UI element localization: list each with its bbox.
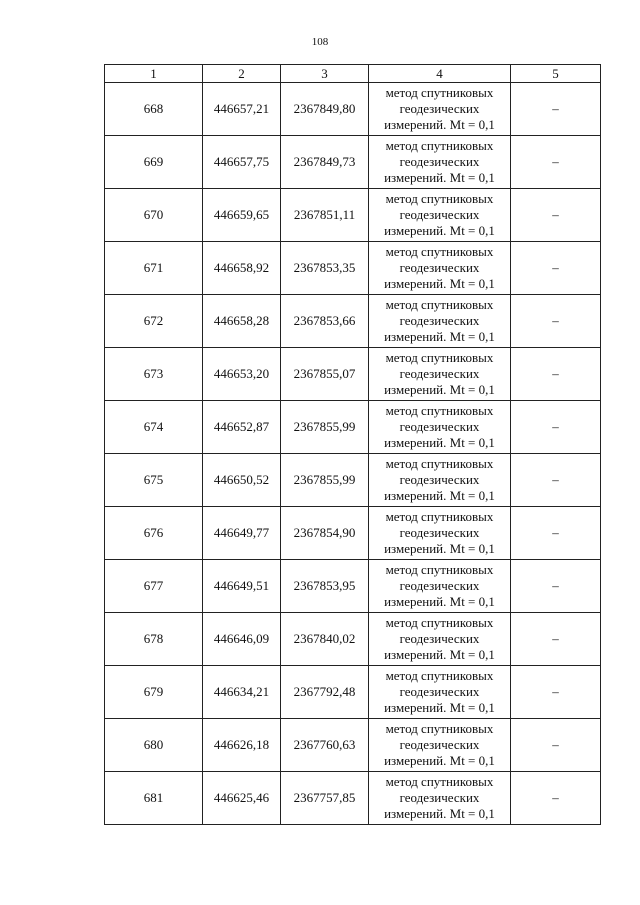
method-line: метод спутниковых: [385, 85, 494, 100]
method-line: измерений. Mt = 0,1: [384, 117, 495, 132]
coord-x-cell: 446657,75: [203, 136, 281, 189]
coord-y-cell: 2367853,66: [281, 295, 369, 348]
coord-x-cell: 446649,51: [203, 560, 281, 613]
coord-x-cell: 446650,52: [203, 454, 281, 507]
note-cell: –: [511, 83, 601, 136]
coord-x-cell: 446646,09: [203, 613, 281, 666]
note-cell: –: [511, 772, 601, 825]
coord-x-cell: 446658,92: [203, 242, 281, 295]
method-cell: [369, 242, 511, 295]
method-line: метод спутниковых: [385, 191, 494, 206]
coord-y-cell: 2367792,48: [281, 666, 369, 719]
note-cell: –: [511, 507, 601, 560]
method-line: геодезических: [399, 578, 480, 593]
table-row: [105, 507, 601, 560]
table-row: [105, 295, 601, 348]
table-row: [105, 454, 601, 507]
coord-x-cell: 446625,46: [203, 772, 281, 825]
coord-x-cell: 446653,20: [203, 348, 281, 401]
point-number-cell: 680: [105, 719, 203, 772]
coord-y-cell: 2367855,99: [281, 454, 369, 507]
coord-y-cell: 2367854,90: [281, 507, 369, 560]
method-line: метод спутниковых: [385, 456, 494, 471]
method-line: геодезических: [399, 631, 480, 646]
method-line: измерений. Mt = 0,1: [384, 647, 495, 662]
coord-x-cell: 446634,21: [203, 666, 281, 719]
table-row: [105, 772, 601, 825]
table-row: [105, 189, 601, 242]
coordinates-table: [104, 64, 601, 825]
method-cell: [369, 295, 511, 348]
table-row: [105, 348, 601, 401]
method-cell: [369, 136, 511, 189]
method-line: метод спутниковых: [385, 403, 494, 418]
method-cell: [369, 189, 511, 242]
note-cell: –: [511, 401, 601, 454]
table-row: [105, 401, 601, 454]
method-line: геодезических: [399, 101, 480, 116]
coord-y-cell: 2367849,80: [281, 83, 369, 136]
note-cell: –: [511, 348, 601, 401]
coord-y-cell: 2367760,63: [281, 719, 369, 772]
method-line: метод спутниковых: [385, 138, 494, 153]
method-line: геодезических: [399, 790, 480, 805]
method-line: геодезических: [399, 525, 480, 540]
note-cell: –: [511, 560, 601, 613]
method-line: измерений. Mt = 0,1: [384, 276, 495, 291]
coord-y-cell: 2367855,99: [281, 401, 369, 454]
point-number-cell: 681: [105, 772, 203, 825]
coord-x-cell: 446658,28: [203, 295, 281, 348]
coord-y-cell: 2367840,02: [281, 613, 369, 666]
note-cell: –: [511, 136, 601, 189]
method-line: метод спутниковых: [385, 774, 494, 789]
method-line: измерений. Mt = 0,1: [384, 700, 495, 715]
table-row: [105, 666, 601, 719]
coord-y-cell: 2367851,11: [281, 189, 369, 242]
coord-x-cell: 446659,65: [203, 189, 281, 242]
method-line: геодезических: [399, 684, 480, 699]
page-number: 108: [311, 36, 329, 48]
point-number-cell: 673: [105, 348, 203, 401]
point-number-cell: 670: [105, 189, 203, 242]
point-number-cell: 674: [105, 401, 203, 454]
table-header: [105, 65, 601, 83]
method-line: измерений. Mt = 0,1: [384, 382, 495, 397]
method-cell: [369, 507, 511, 560]
note-cell: –: [511, 666, 601, 719]
coord-y-cell: 2367849,73: [281, 136, 369, 189]
table-body: [105, 83, 601, 825]
table-row: [105, 242, 601, 295]
method-line: измерений. Mt = 0,1: [384, 753, 495, 768]
table-row: [105, 136, 601, 189]
method-cell: [369, 613, 511, 666]
method-line: метод спутниковых: [385, 615, 494, 630]
method-line: метод спутниковых: [385, 297, 494, 312]
method-cell: [369, 83, 511, 136]
point-number-cell: 677: [105, 560, 203, 613]
coord-x-cell: 446649,77: [203, 507, 281, 560]
point-number-cell: 669: [105, 136, 203, 189]
method-line: метод спутниковых: [385, 668, 494, 683]
method-line: метод спутниковых: [385, 562, 494, 577]
method-line: геодезических: [399, 154, 480, 169]
method-line: измерений. Mt = 0,1: [384, 329, 495, 344]
method-line: геодезических: [399, 472, 480, 487]
point-number-cell: 678: [105, 613, 203, 666]
note-cell: –: [511, 295, 601, 348]
point-number-cell: 675: [105, 454, 203, 507]
coord-y-cell: 2367757,85: [281, 772, 369, 825]
method-cell: [369, 666, 511, 719]
coord-x-cell: 446652,87: [203, 401, 281, 454]
method-cell: [369, 348, 511, 401]
note-cell: –: [511, 454, 601, 507]
method-line: измерений. Mt = 0,1: [384, 170, 495, 185]
method-line: измерений. Mt = 0,1: [384, 435, 495, 450]
point-number-cell: 671: [105, 242, 203, 295]
header-col-5: 5: [511, 65, 601, 83]
header-col-1: 1: [105, 65, 203, 83]
header-col-3: 3: [281, 65, 369, 83]
method-line: измерений. Mt = 0,1: [384, 488, 495, 503]
coord-y-cell: 2367853,35: [281, 242, 369, 295]
method-line: измерений. Mt = 0,1: [384, 541, 495, 556]
table-row: [105, 83, 601, 136]
method-cell: [369, 772, 511, 825]
method-line: геодезических: [399, 207, 480, 222]
method-line: геодезических: [399, 737, 480, 752]
method-cell: [369, 401, 511, 454]
table-row: [105, 613, 601, 666]
header-col-2: 2: [203, 65, 281, 83]
point-number-cell: 679: [105, 666, 203, 719]
table-row: [105, 719, 601, 772]
method-line: измерений. Mt = 0,1: [384, 806, 495, 821]
method-line: измерений. Mt = 0,1: [384, 594, 495, 609]
note-cell: –: [511, 242, 601, 295]
point-number-cell: 668: [105, 83, 203, 136]
point-number-cell: 676: [105, 507, 203, 560]
method-line: метод спутниковых: [385, 721, 494, 736]
method-line: геодезических: [399, 366, 480, 381]
note-cell: –: [511, 719, 601, 772]
coord-y-cell: 2367855,07: [281, 348, 369, 401]
method-line: измерений. Mt = 0,1: [384, 223, 495, 238]
table-row: [105, 560, 601, 613]
method-line: метод спутниковых: [385, 244, 494, 259]
method-line: геодезических: [399, 313, 480, 328]
note-cell: –: [511, 613, 601, 666]
coord-x-cell: 446626,18: [203, 719, 281, 772]
method-line: геодезических: [399, 419, 480, 434]
method-line: геодезических: [399, 260, 480, 275]
note-cell: –: [511, 189, 601, 242]
method-line: метод спутниковых: [385, 350, 494, 365]
header-row: [105, 65, 601, 83]
method-cell: [369, 454, 511, 507]
method-cell: [369, 560, 511, 613]
method-line: метод спутниковых: [385, 509, 494, 524]
method-cell: [369, 719, 511, 772]
coord-y-cell: 2367853,95: [281, 560, 369, 613]
coord-x-cell: 446657,21: [203, 83, 281, 136]
point-number-cell: 672: [105, 295, 203, 348]
header-col-4: 4: [369, 65, 511, 83]
